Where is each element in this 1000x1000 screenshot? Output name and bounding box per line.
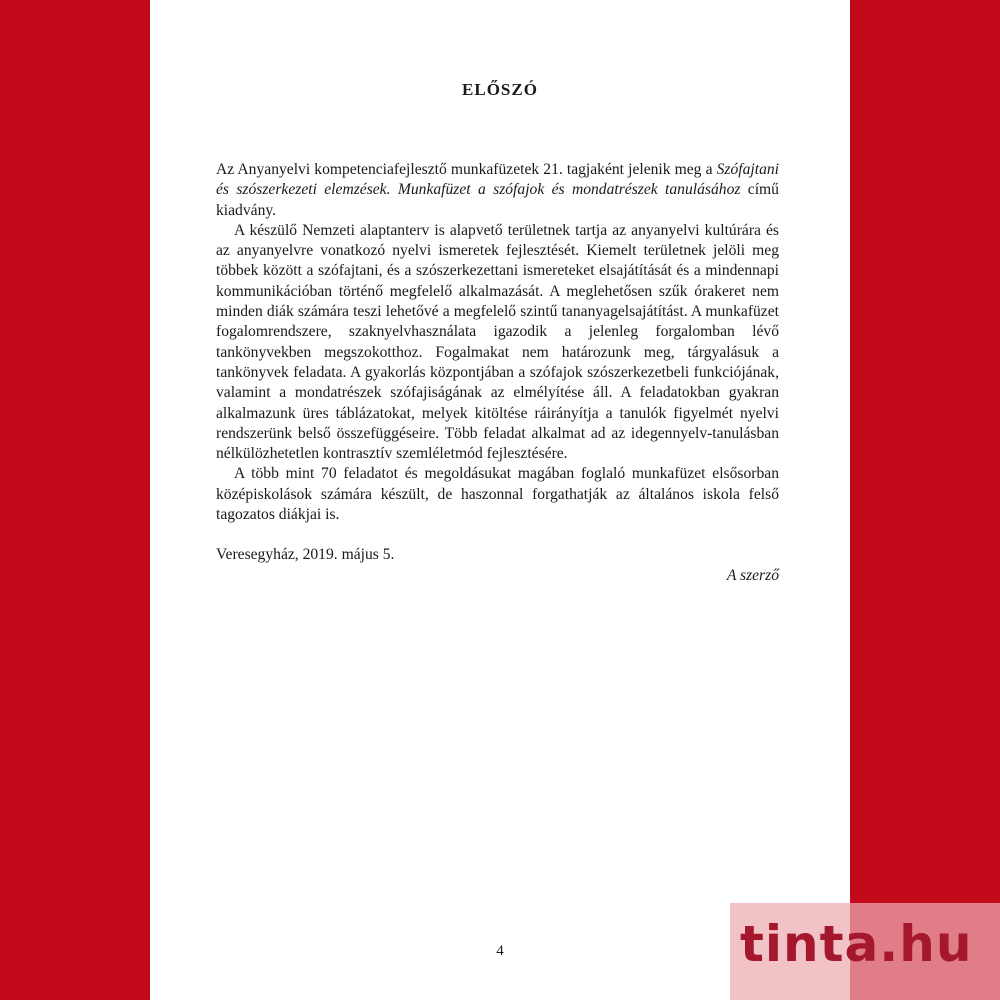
author-signature: A szerző bbox=[726, 566, 779, 584]
intro-text: Az Anyanyelvi kompetenciafejlesztő munkafüzetek 21. tagjaként jelenik meg a bbox=[216, 161, 717, 178]
place-date: Veresegyház, 2019. május 5. bbox=[216, 546, 395, 564]
intro-text-end: című kiadvány. bbox=[216, 181, 779, 219]
book-page bbox=[150, 0, 850, 1000]
page-number: 4 bbox=[496, 943, 504, 959]
watermark bbox=[730, 903, 1000, 1000]
preface-body bbox=[216, 160, 779, 586]
watermark-text: tinta.hu bbox=[740, 915, 973, 973]
page-title: ELŐSZÓ bbox=[462, 80, 538, 99]
paragraph-curriculum: A készülő Nemzeti alaptanterv is alapvető területnek tartja az anyanyelvi kultúrára és az anyanyelvre vonatkozó nyelvi ismeretek fejlesztését. Kiemelt területnek jelöli meg többek között a szófajtani, és a szószerkezettani ismereteket elsajátítását és a mindennapi kommunikációban történő megfelelő alkalmazását. A meglehetősen szűk órakeret nem minden diák számára teszi lehetővé a megfelelő szintű tananyagelsajátítást. A munkafüzet fogalomrendszere, szaknyelvhasználata igazodik a jelenleg forgalomban lévő tankönyvekben megszokotthoz. Fogalmakat nem határozunk meg, tárgyalásuk a tankönyvek feladata. A gyakorlás központjában a szófajok szószerkezetbeli funkciójának, valamint a mondatrészek szófajiságának az elmélyítése áll. A feladatokban gyakran alkalmazunk üres táblázatokat, melyek kitöltése ráirányítja a tanulók figyelmét nyelvi rendszerünk belső összefüggéseire. Több feladat alkalmat ad az idegennyelv-tanulásban nélkülözhetetlen kontrasztív szemléletmód fejlesztésére. bbox=[216, 221, 779, 463]
right-red-band bbox=[850, 0, 1000, 1000]
left-red-band bbox=[0, 0, 150, 1000]
book-title-italic: Szófajtani és szószerkezeti elemzések. Munkafüzet a szófajok és mondatrészek tanulásához bbox=[216, 161, 779, 199]
paragraph-intro bbox=[216, 160, 779, 221]
paragraph-audience: A több mint 70 feladatot és megoldásukat magában foglaló munkafüzet elsősorban középiskolások számára készült, de haszonnal forgathatják az általános iskola felső tagozatos diákjai is. bbox=[216, 465, 779, 524]
